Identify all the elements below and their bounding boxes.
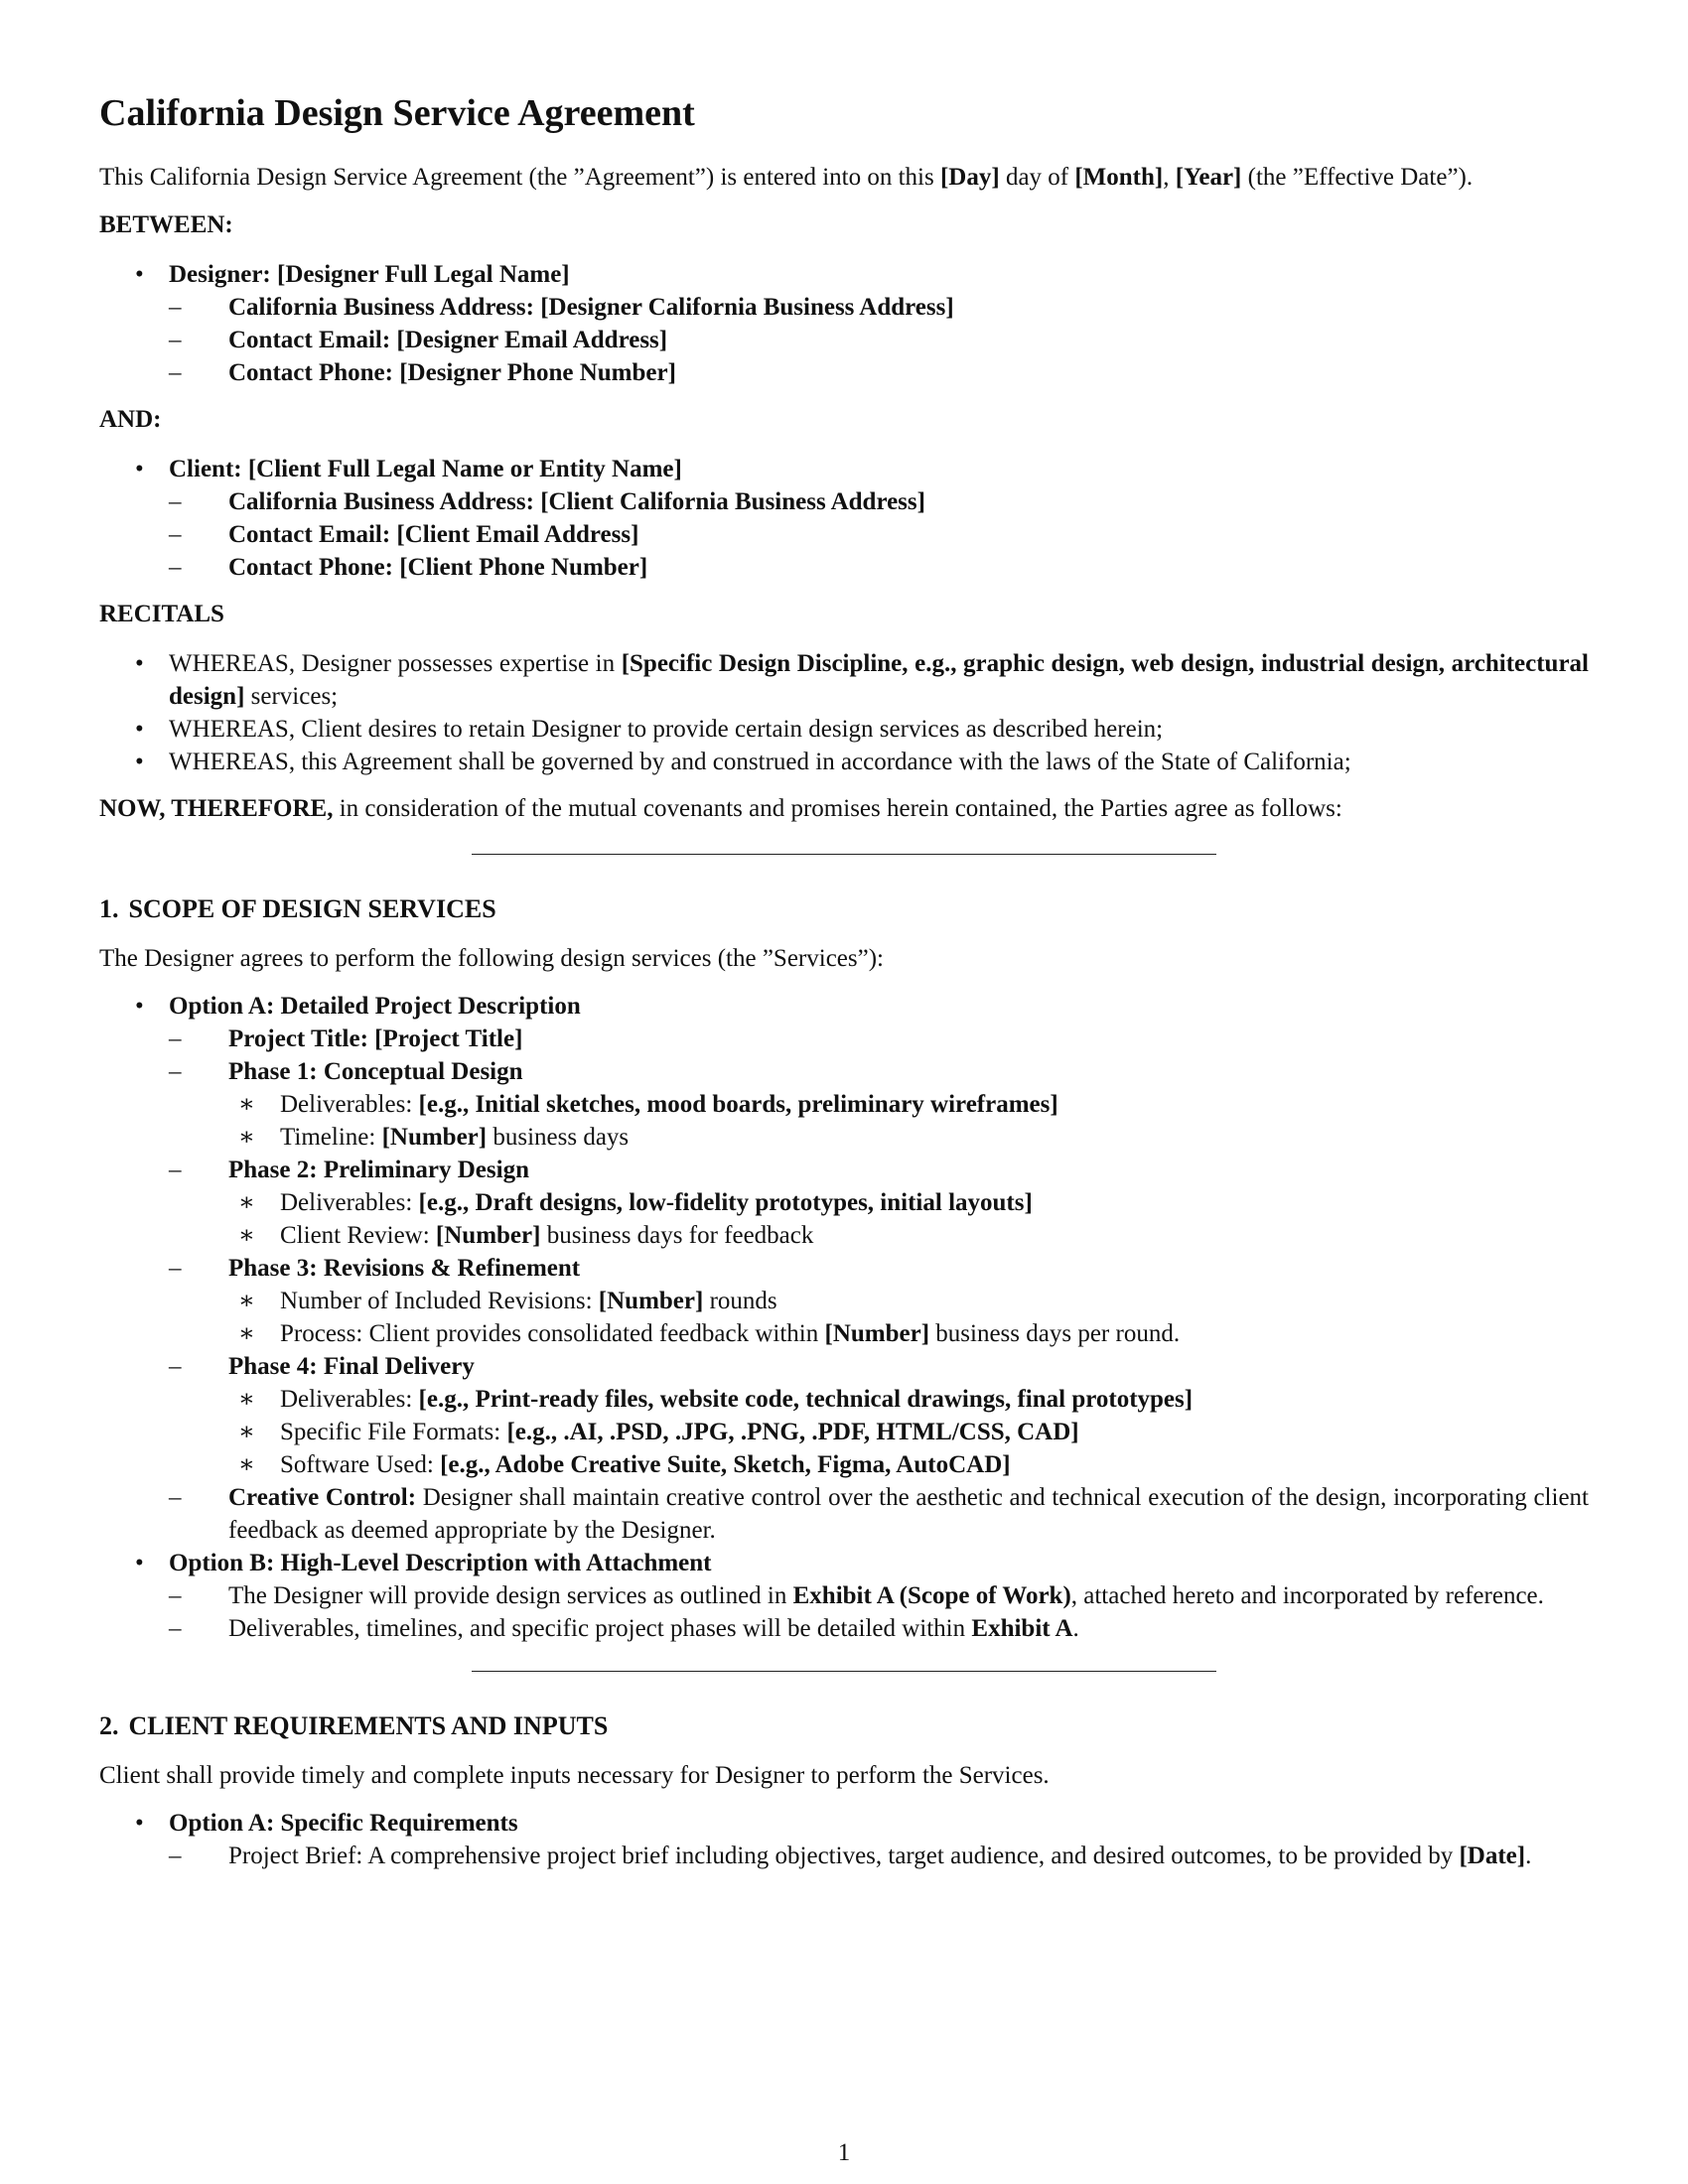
- designer-address: – California Business Address: [Designer California Business Address]: [169, 293, 954, 321]
- recitals-heading: RECITALS: [99, 600, 224, 627]
- section-1-heading: 1. SCOPE OF DESIGN SERVICES: [99, 893, 496, 923]
- client-phone: – Contact Phone: [Client Phone Number]: [169, 553, 648, 581]
- section-2-options: [99, 1807, 1589, 1872]
- project-brief-item: – Project Brief: A comprehensive project brief including objectives, target audience, and desired outcomes, to be provided by [Date].: [169, 1842, 1532, 1869]
- recital-item: • WHEREAS, Client desires to retain Designer to provide certain design services as described herein;: [135, 715, 1164, 743]
- client-email: – Contact Email: [Client Email Address]: [169, 520, 639, 548]
- phase-1-timeline: ∗ Timeline: [Number] business days: [238, 1123, 630, 1151]
- page-number: 1: [837, 2139, 851, 2166]
- client-list: [99, 453, 1589, 584]
- creative-control-item: – Creative Control: Designer shall maintain creative control over the aesthetic and technical execution of the design, incorporating client feedback as deemed appropriate by the Designer.: [169, 1483, 1589, 1544]
- designer-email: – Contact Email: [Designer Email Address]: [169, 326, 668, 353]
- phase-4-software: ∗ Software Used: [e.g., Adobe Creative Suite, Sketch, Figma, AutoCAD]: [238, 1450, 1011, 1478]
- recital-item: • WHEREAS, this Agreement shall be governed by and construed in accordance with the laws of the State of California;: [135, 748, 1351, 775]
- section-2-option-a: • Option A: Specific Requirements – Project Brief: A comprehensive project brief including objectives, target audience, and desired outcomes, to be provided by [Date].: [99, 1807, 1589, 1872]
- phase-1-deliverables: ∗ Deliverables: [e.g., Initial sketches, mood boards, preliminary wireframes]: [238, 1090, 1058, 1118]
- intro-paragraph: This California Design Service Agreement (the ”Agreement”) is entered into on this [Day] day of [Month], [Year] (the ”Effective Date”).: [99, 163, 1474, 191]
- section-1-intro: The Designer agrees to perform the following design services (the ”Services”):: [99, 944, 884, 972]
- document-page: [99, 79, 1589, 1872]
- phase-2-item: – Phase 2: Preliminary Design ∗ Deliverables: [e.g., Draft designs, low-fidelity prototypes, initial layouts] ∗ Client Review: [Number] business days for feedback: [169, 1154, 1589, 1252]
- phase-3-item: – Phase 3: Revisions & Refinement ∗ Number of Included Revisions: [Number] rounds ∗ Process: Client provides consolidated feedback within [Number] business days per round.: [169, 1252, 1589, 1350]
- phase-4-deliverables: ∗ Deliverables: [e.g., Print-ready files, website code, technical drawings, final prototypes]: [238, 1385, 1194, 1413]
- phase-4-formats: ∗ Specific File Formats: [e.g., .AI, .PSD, .JPG, .PNG, .PDF, HTML/CSS, CAD]: [238, 1418, 1079, 1445]
- section-2-heading: 2. CLIENT REQUIREMENTS AND INPUTS: [99, 1710, 609, 1740]
- option-b-deliverables: – Deliverables, timelines, and specific project phases will be detailed within Exhibit A.: [169, 1614, 1079, 1642]
- option-a-item: • Option A: Detailed Project Description – Project Title: [Project Title] – Phase 1: Conceptual Design ∗ Deliverables: [e.g., Initial sketches, mood boards, preliminary wireframes] ∗ Timeline: [Number] business days – Phase 2: Preliminary Design ∗ Deliverables: [e.g., Draft designs, low-fidelity prototypes, initial layouts] ∗ Client Review: [Number] business days for feedback – Phase 3: Revisions & Refinement ∗ Number of Included Revisions: [Number] rounds ∗ Process: Client provides consolidated feedback within [Number] business days per round. – Phase 4: Final Delivery ∗ Deliverables: [e.g., Print-ready files, website code, technical drawings, final prototypes] ∗ Specific File Formats: [e.g., .AI, .PSD, .JPG, .PNG, .PDF, HTML/CSS, CAD] ∗ Software Used: [e.g., Adobe Creative Suite, Sketch, Figma, AutoCAD] – Creative Control: Designer shall maintain creative control over the aesthetic and technical execution of the design, incorporating client feedback as deemed appropriate by the Designer.: [99, 990, 1589, 1547]
- designer-phone: – Contact Phone: [Designer Phone Number]: [169, 358, 676, 386]
- section-divider: [472, 854, 1216, 855]
- phase-4-item: – Phase 4: Final Delivery ∗ Deliverables: [e.g., Print-ready files, website code, technical drawings, final prototypes] ∗ Specific File Formats: [e.g., .AI, .PSD, .JPG, .PNG, .PDF, HTML/CSS, CAD] ∗ Software Used: [e.g., Adobe Creative Suite, Sketch, Figma, AutoCAD]: [169, 1350, 1589, 1481]
- bullet-marker: •: [135, 455, 144, 482]
- now-therefore-paragraph: NOW, THEREFORE, in consideration of the mutual covenants and promises herein contained, the Parties agree as follows:: [99, 794, 1342, 822]
- recital-item: • WHEREAS, Designer possesses expertise in [Specific Design Discipline, e.g., graphic design, web design, industrial design, architectural design] services;: [135, 649, 1590, 710]
- client-address: – California Business Address: [Client California Business Address]: [169, 487, 925, 515]
- day-placeholder: [Day]: [939, 163, 1000, 191]
- bullet-marker: •: [135, 260, 144, 288]
- phase-2-deliverables: ∗ Deliverables: [e.g., Draft designs, low-fidelity prototypes, initial layouts]: [238, 1188, 1033, 1216]
- client-item: • Client: [Client Full Legal Name or Entity Name] – California Business Address: [Client California Business Address] – Contact Email: [Client Email Address] – Contact Phone: [Client Phone Number]: [99, 453, 1589, 584]
- designer-list: [99, 258, 1589, 389]
- phase-1-item: – Phase 1: Conceptual Design ∗ Deliverables: [e.g., Initial sketches, mood boards, preliminary wireframes] ∗ Timeline: [Number] business days: [169, 1055, 1589, 1154]
- option-b-item: • Option B: High-Level Description with Attachment – The Designer will provide design services as outlined in Exhibit A (Scope of Work), attached hereto and incorporated by reference. – Deliverables, timelines, and specific project phases will be detailed within Exhibit A.: [99, 1547, 1589, 1645]
- month-placeholder: [Month]: [1074, 163, 1164, 191]
- between-heading: BETWEEN:: [99, 210, 233, 238]
- phase-2-review: ∗ Client Review: [Number] business days for feedback: [238, 1221, 814, 1249]
- project-title-item: – Project Title: [Project Title]: [169, 1024, 523, 1052]
- section-2-intro: Client shall provide timely and complete inputs necessary for Designer to perform the Services.: [99, 1761, 1050, 1789]
- document-title: California Design Service Agreement: [99, 92, 695, 134]
- phase-3-revisions: ∗ Number of Included Revisions: [Number] rounds: [238, 1287, 777, 1314]
- and-heading: AND:: [99, 405, 162, 433]
- phase-3-process: ∗ Process: Client provides consolidated feedback within [Number] business days per round.: [238, 1319, 1181, 1347]
- section-divider: [472, 1671, 1216, 1672]
- section-1-options: [99, 990, 1589, 1645]
- year-placeholder: [Year]: [1175, 163, 1242, 191]
- recitals-list: [99, 647, 1589, 778]
- designer-item: • Designer: [Designer Full Legal Name] – California Business Address: [Designer California Business Address] – Contact Email: [Designer Email Address] – Contact Phone: [Designer Phone Number]: [99, 258, 1589, 389]
- option-b-scope: – The Designer will provide design services as outlined in Exhibit A (Scope of Work), attached hereto and incorporated by reference.: [169, 1581, 1544, 1609]
